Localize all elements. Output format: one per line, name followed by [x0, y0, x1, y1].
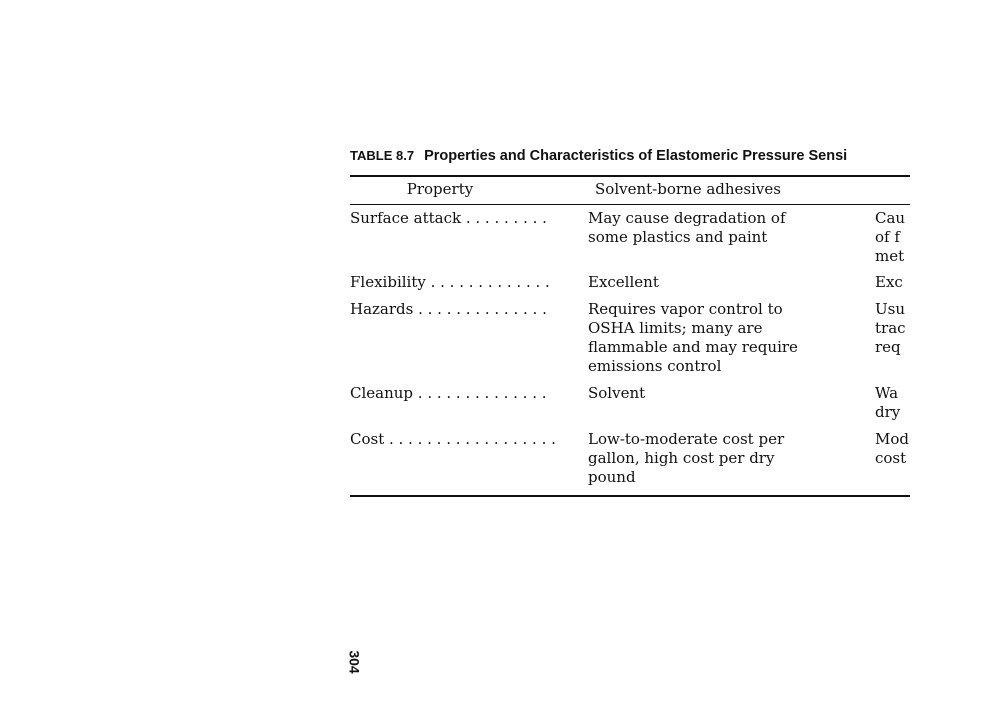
- cell-line: pound: [588, 468, 636, 486]
- cell-line: Exc: [875, 273, 903, 291]
- column-header-solvent-borne: Solvent-borne adhesives: [595, 180, 781, 198]
- cell-line: Usu: [875, 300, 905, 318]
- property-cell: Hazards . . . . . . . . . . . . . .: [350, 300, 547, 318]
- page-number: 304: [346, 650, 363, 674]
- table-bottom-rule: [350, 495, 910, 497]
- solvent-cell: [588, 209, 816, 247]
- water-borne-cell: [875, 209, 995, 266]
- property-cell: Surface attack . . . . . . . . .: [350, 209, 547, 227]
- cell-line: Wa: [875, 384, 899, 402]
- property-cell: Cleanup . . . . . . . . . . . . . .: [350, 384, 547, 402]
- table-header-rule: [350, 204, 910, 205]
- cell-line: Cau: [875, 209, 906, 227]
- table-caption: [350, 147, 847, 165]
- water-borne-cell: [875, 300, 995, 357]
- column-header-property: Property: [406, 180, 474, 198]
- cell-line: trac: [875, 319, 906, 337]
- cell-line: dry: [875, 403, 901, 421]
- solvent-cell: [588, 384, 816, 403]
- cell-line: Mod: [875, 430, 909, 448]
- cell-line: gallon, high cost per dry: [588, 449, 775, 467]
- table-label: TABLE 8.7: [350, 148, 415, 163]
- solvent-cell: [588, 273, 816, 292]
- cell-line: some plastics and paint: [588, 228, 768, 246]
- cell-line: Low-to-moderate cost per: [588, 430, 785, 448]
- cell-line: Requires vapor control to: [588, 300, 783, 318]
- cell-line: Excellent: [588, 273, 659, 291]
- solvent-cell: [588, 430, 816, 487]
- cell-line: flammable and may require: [588, 338, 798, 356]
- cell-line: req: [875, 338, 901, 356]
- cell-line: met: [875, 247, 905, 265]
- cell-line: cost: [875, 449, 907, 467]
- water-borne-cell: [875, 430, 995, 468]
- solvent-cell: [588, 300, 816, 376]
- table-top-rule: [350, 175, 910, 177]
- cell-line: OSHA limits; many are: [588, 319, 763, 337]
- table-title: Properties and Characteristics of Elastomeric Pressure Sensi: [424, 148, 848, 164]
- cell-line: emissions control: [588, 357, 722, 375]
- cell-line: Solvent: [588, 384, 646, 402]
- property-cell: Cost . . . . . . . . . . . . . . . . . .: [350, 430, 556, 448]
- water-borne-cell: [875, 384, 995, 422]
- property-cell: Flexibility . . . . . . . . . . . . .: [350, 273, 550, 291]
- cell-line: of f: [875, 228, 900, 246]
- cell-line: May cause degradation of: [588, 209, 786, 227]
- water-borne-cell: [875, 273, 995, 292]
